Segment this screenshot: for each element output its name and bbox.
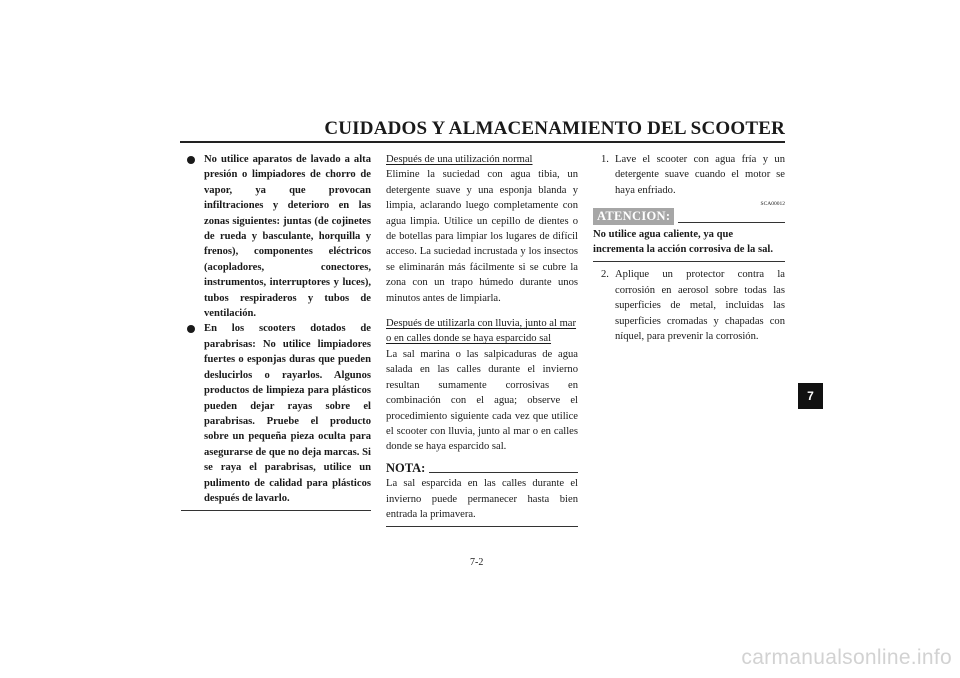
chapter-tab: 7 — [798, 383, 823, 409]
bullet-dot-icon — [187, 156, 195, 164]
note-rule — [429, 472, 578, 473]
note-text: La sal esparcida en las calles durante el invierno puede permanecer hasta bien entrada la primavera. — [386, 478, 578, 520]
watermark-text: carmanualsonline.info — [741, 646, 952, 669]
page-number: 7-2 — [470, 557, 484, 568]
section-divider — [181, 510, 371, 511]
step-text: Aplique un protector contra la corrosión en aerosol sobre todas las superficies de metal, incluidas las superficies cromadas y chapadas con níquel, para prevenir la corrosión. — [615, 269, 785, 343]
section-heading-normal-use: Después de una utilización normal — [386, 154, 533, 165]
column-middle — [386, 152, 578, 527]
step-item-1 — [593, 152, 785, 198]
bullet-text: No utilice aparatos de lavado a alta presión o limpiadores de chorro de vapor, ya que provocan infiltraciones y deterioro en las zonas siguientes: juntas (de cojinetes de rueda y basculante, horquilla y frenos), componentes eléctricos (acopladores, conectores, instrumentos, interruptores y luces), tubos respiraderos y tubos de ventilación. — [204, 154, 371, 320]
bullet-item-windshield — [181, 321, 371, 506]
section-text-rain-salt: La sal marina o las salpicaduras de agua salada en las calles durante el invierno resultan sumamente corrosivas en combinación con el agua; observe el procedimiento siguiente cada vez que utilice el scooter con lluvia, junto al mar o en calles donde se haya esparcido sal. — [386, 348, 578, 453]
section-text-normal-use: Elimine la suciedad con agua tibia, un detergente suave y una esponja blanda y limpia, aclarando luego completamente con agua limpia. Utilice un cepillo de dientes o de botellas para limpiar los lugares de difícil acceso. La suciedad incrustada y los insectos se eliminarán más fácilmente si se cubre la zona con un trapo húmedo durante unos minutos antes de limpiarla. — [386, 169, 578, 304]
column-left — [181, 152, 371, 511]
warning-label: ATENCION: — [593, 208, 674, 224]
column-right — [593, 152, 785, 344]
step-item-2 — [593, 267, 785, 344]
section-heading-rain-salt: Después de utilizarla con lluvia, junto al mar o en calles donde se haya esparcido sal — [386, 318, 577, 345]
bullet-item-pressure-washer — [181, 152, 371, 321]
warning-rule — [678, 222, 785, 223]
step-text: Lave el scooter con agua fría y un detergente suave cuando el motor se haya enfriado. — [615, 154, 785, 196]
note-divider — [386, 526, 578, 527]
page-title: CUIDADOS Y ALMACENAMIENTO DEL SCOOTER — [324, 118, 785, 139]
warning-header — [593, 208, 785, 224]
step-number: 2. — [601, 269, 609, 281]
header-rule — [180, 141, 785, 143]
step-number: 1. — [601, 154, 609, 165]
note-label: NOTA: — [386, 460, 426, 475]
warning-code: SCA00012 — [760, 201, 785, 208]
warning-text: No utilice agua caliente, ya que incrementa la acción corrosiva de la sal. — [593, 228, 773, 256]
bullet-dot-icon — [187, 325, 195, 333]
note-header — [386, 461, 578, 476]
bullet-text: En los scooters dotados de parabrisas: No utilice limpiadores fuertes o esponjas duras que pueden deslucirlos o rayarlos. Algunos productos de limpieza para plásticos pueden dejar rayas sobre el parabrisas. Pruebe el producto sobre un pequeña pieza oculta para asegurarse de que no deja marcas. Si se raya el parabrisas, utilice un pulimento de calidad para plásticos después de lavarlo. — [204, 323, 371, 504]
